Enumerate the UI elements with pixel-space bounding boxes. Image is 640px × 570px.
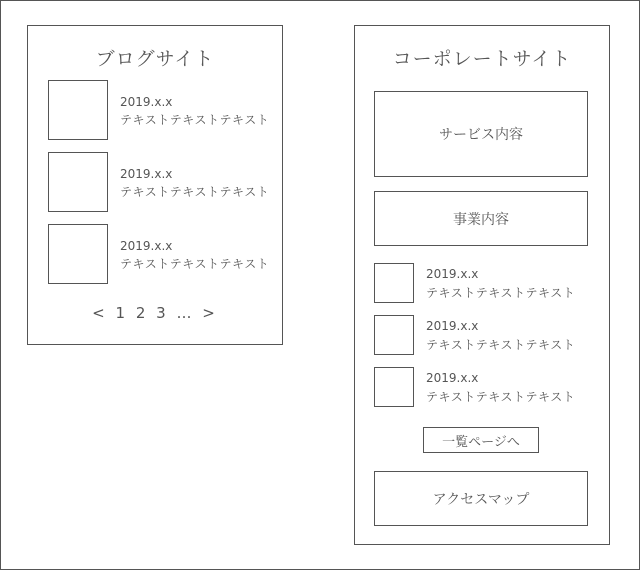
blog-post-date: 2019.x.x [120, 167, 173, 181]
pagination [28, 304, 282, 322]
blog-post-thumbnail [48, 224, 108, 284]
blog-post-date: 2019.x.x [120, 95, 173, 109]
blog-post-text: テキストテキストテキスト [120, 185, 270, 199]
blog-post-text: テキストテキストテキスト [120, 257, 270, 271]
service-section[interactable]: サービス内容 [374, 91, 588, 177]
corporate-post-text: テキストテキストテキスト [426, 286, 576, 300]
pager-page-1[interactable]: 1 [115, 304, 129, 322]
corporate-post-date: 2019.x.x [426, 267, 479, 281]
pager-prev[interactable]: < [92, 304, 108, 322]
business-section[interactable]: 事業内容 [374, 191, 588, 246]
corporate-post-1[interactable] [355, 263, 609, 303]
blog-post-1[interactable] [28, 80, 282, 140]
corporate-post-2[interactable] [355, 315, 609, 355]
pager-next[interactable]: > [202, 304, 218, 322]
blog-site-panel [27, 25, 283, 345]
blog-post-text: テキストテキストテキスト [120, 113, 270, 127]
blog-post-thumbnail [48, 152, 108, 212]
corporate-post-text: テキストテキストテキスト [426, 338, 576, 352]
corporate-site-panel [354, 25, 610, 545]
corporate-site-title: コーポレートサイト [392, 48, 572, 70]
corporate-post-date: 2019.x.x [426, 319, 479, 333]
pager-ellipsis: … [176, 304, 195, 322]
corporate-post-text: テキストテキストテキスト [426, 390, 576, 404]
blog-post-3[interactable] [28, 224, 282, 284]
blog-post-thumbnail [48, 80, 108, 140]
corporate-post-3[interactable] [355, 367, 609, 407]
pager-page-3[interactable]: 3 [156, 304, 169, 322]
corporate-post-date: 2019.x.x [426, 371, 479, 385]
view-list-button[interactable]: 一覧ページへ [423, 427, 539, 453]
corporate-post-thumbnail [374, 263, 414, 303]
blog-site-title: ブログサイト [95, 48, 215, 70]
pager-page-2[interactable]: 2 [135, 304, 149, 322]
corporate-post-thumbnail [374, 367, 414, 407]
corporate-post-thumbnail [374, 315, 414, 355]
blog-post-date: 2019.x.x [120, 239, 173, 253]
blog-post-2[interactable] [28, 152, 282, 212]
access-map-section[interactable]: アクセスマップ [374, 471, 588, 526]
